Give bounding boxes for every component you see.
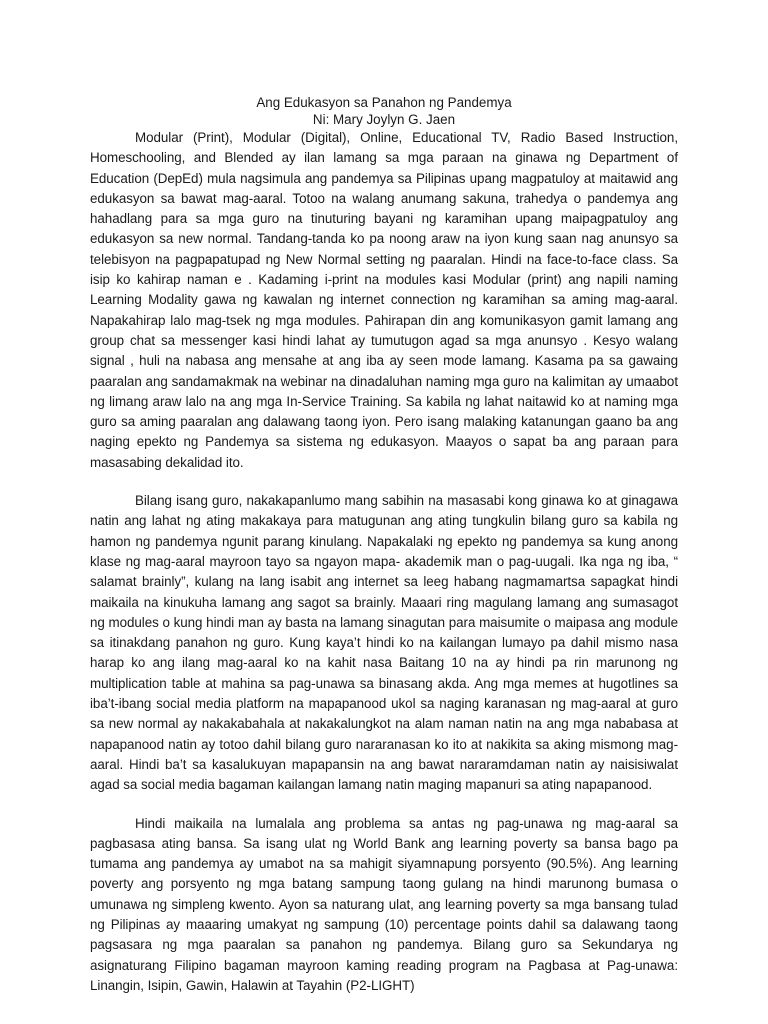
paragraph-2: Bilang isang guro, nakakapanlumo mang sabihin na masasabi kong ginawa ko at ginagawa natin ang lahat ng ating makakaya para matugunan ang ating tungkulin bilang guro sa kabila ng hamon ng pandemya ngunit parang kinulang. Napakalaki ng epekto ng pandemya sa kung anong klase ng mag-aaral mayroon tayo sa ngayon mapa- akademik man o pag-uugali. Ika nga ng iba, “ salamat brainly”, kulang na lang isabit ang internet sa leeg habang nagmamartsa sapagkat hindi maikaila na kinukuha lamang ang sagot sa brainly. Maaari ring magulang lamang ang sumasagot ng modules o kung hindi man ay basta na lamang sinagutan para maisumite o maipasa ang module sa itinakdang panahon ng guro. Kung kaya’t hindi ko na kailangan lumayo pa dahil mismo nasa harap ko ang ilang mag-aaral ko na kahit nasa Baitang 10 na ay hindi pa rin marunong ng multiplication table at mahina sa pag-unawa sa binasang akda. Ang mga memes at hugotlines sa iba’t-ibang social media platform na mapapanood ukol sa naging karanasan ng mag-aaral at guro sa new normal ay nakakabahala at nakakalungkot na alam naman natin na ang mga nababasa at napapanood natin ay totoo dahil bilang guro nararanasan ko ito at nakikita sa aking mismong mag-aaral. Hindi ba’t sa kasalukuyan mapapansin na ang bawat nararamdaman natin ay naisisiwalat agad sa social media bagaman kailangan lamang natin maging mapanuri sa ating napapanood. [90, 493, 678, 793]
document-title: Ang Edukasyon sa Panahon ng Pandemya [256, 95, 512, 110]
paragraph-3: Hindi maikaila na lumalala ang problema sa antas ng pag-unawa ng mag-aaral sa pagbasasa ating bansa. Sa isang ulat ng World Bank ang learning poverty sa bansa bago pa tumama ang pandemya ay umabot na sa mahigit siyamnapung porsyento (90.5%). Ang learning poverty ang porsyento ng mga batang sampung taong gulang na hindi marunong bumasa o umunawa ng simpleng kwento. Ayon sa naturang ulat, ang learning poverty sa mga bansang tulad ng Pilipinas ay maaaring umakyat ng sampung (10) percentage points dahil sa dalawang taong pagsasara ng mga paaralan sa panahon ng pandemya. Bilang guro sa Sekundarya ng asignaturang Filipino bagaman mayroon kaming reading program na Pagbasa at Pag-unawa: Linangin, Isipin, Gawin, Halawin at Tayahin (P2-LIGHT) [90, 815, 678, 993]
document-author: Ni: Mary Joylyn G. Jaen [312, 112, 456, 127]
document-page [90, 94, 678, 996]
title-block [90, 94, 678, 128]
paragraph-1: Modular (Print), Modular (Digital), Online, Educational TV, Radio Based Instruction, Homeschooling, and Blended ay ilan lamang sa mga paraan na ginawa ng Department of Education (DepEd) mula nagsimula ang pandemya sa Pilipinas upang magpatuloy at maitawid ang edukasyon sa bawat mag-aaral. Totoo na walang anumang sakuna, trahedya o pandemya ang hahadlang para sa mga guro na tinuturing bayani ng karamihan upang maipagpatuloy ang edukasyon sa new normal. Tandang-tanda ko pa noong araw na iyon kung saan nag anunsyo sa telebisyon na pagpapatupad ng New Normal setting ng paaralan. Hindi na face-to-face class. Sa isip ko kahirap naman e . Kadaming i-print na modules kasi Modular (print) ang napili naming Learning Modality gawa ng kawalan ng internet connection ng karamihan sa aming mag-aaral. Napakahirap lalo mag-tsek ng mga modules. Pahirapan din ang komunikasyon gamit lamang ang group chat sa messenger kasi hindi lahat ay tumutugon agad sa mga anunsyo . Kesyo walang signal , huli na nabasa ang mensahe at ang iba ay seen mode lamang. Kasama pa sa gawaing paaralan ang sandamakmak na webinar na dinadaluhan naming mga guro na kalimitan ay umaabot ng limang araw lalo na ang mga In-Service Training. Sa kabila ng lahat naitawid ko at naming mga guro sa aming paaralan ang dalawang taong iyon. Pero isang malaking katanungan gaano ba ang naging epekto ng Pandemya sa sistema ng edukasyon. Maayos o sapat ba ang paraan para masasabing dekalidad ito. [90, 130, 678, 470]
